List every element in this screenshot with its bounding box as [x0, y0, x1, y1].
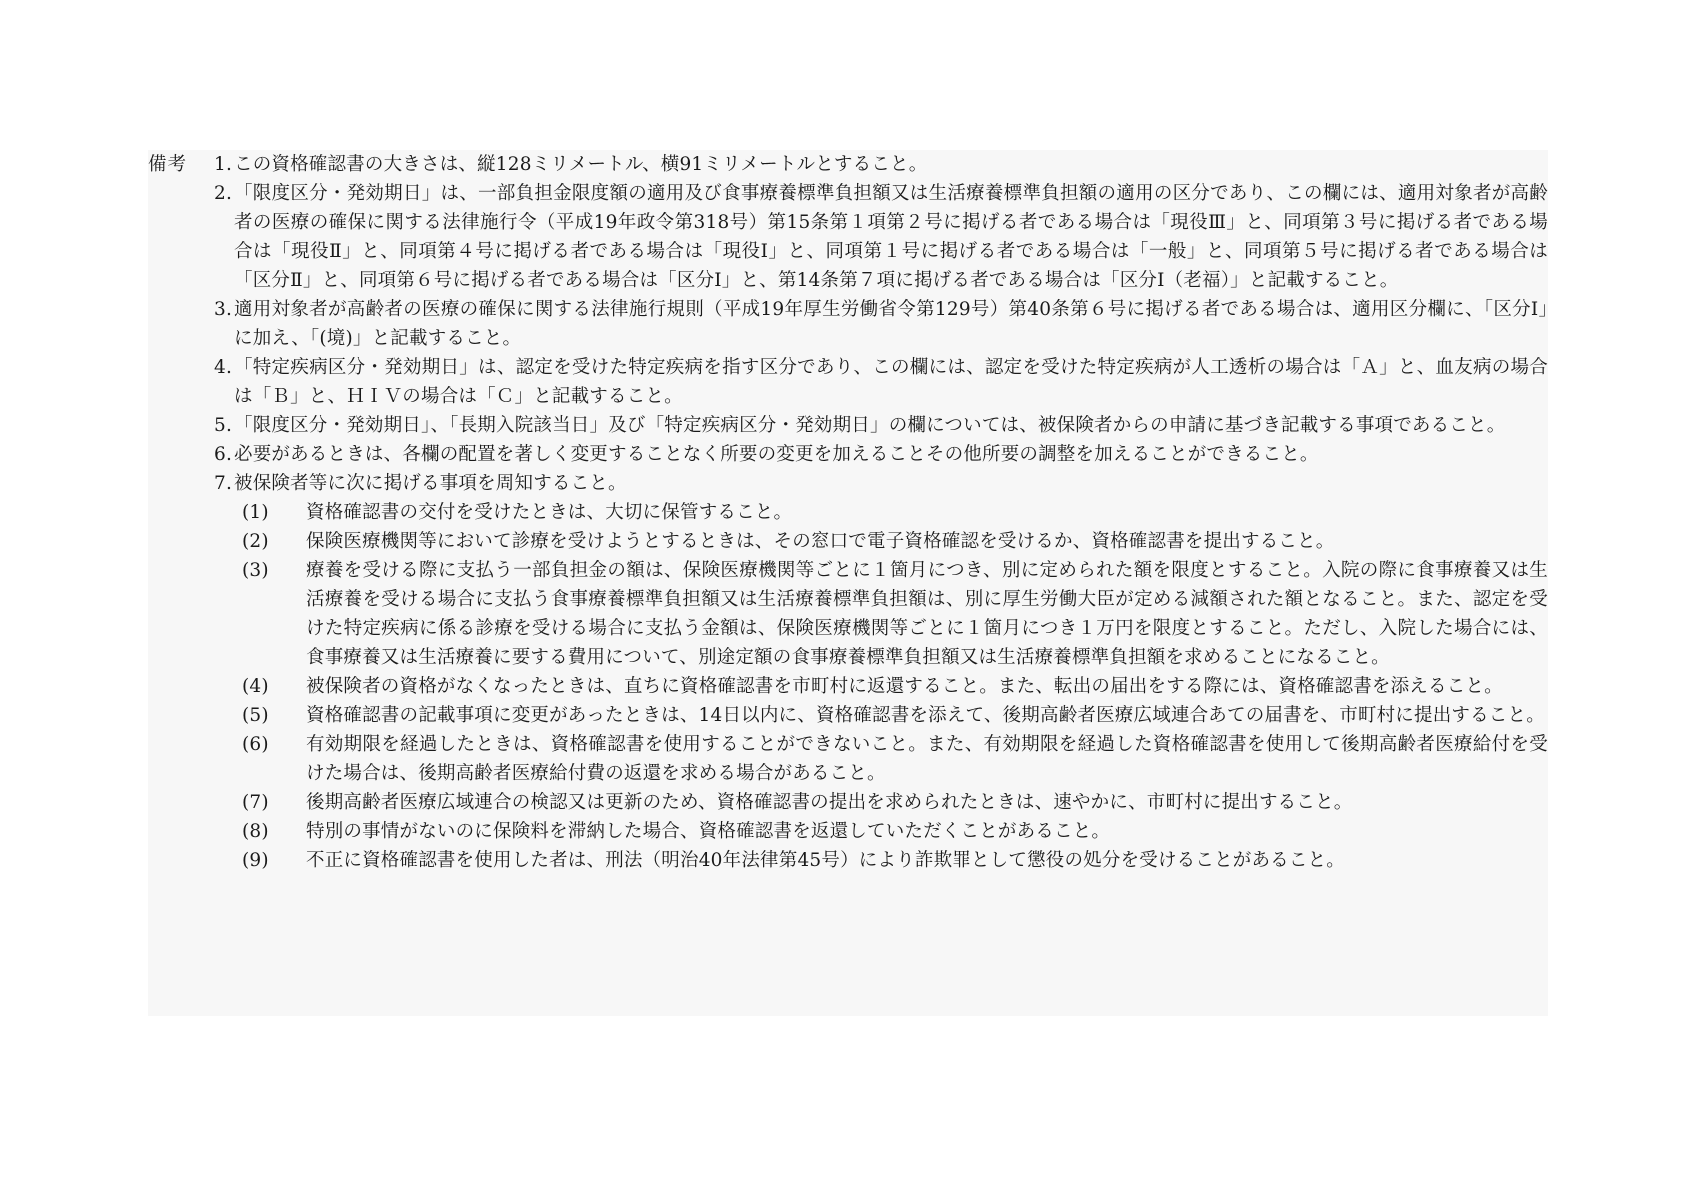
remark-number: 1.: [214, 154, 233, 175]
subitem-text: 後期高齢者医療広域連合の検認又は更新のため、資格確認書の提出を求められたときは、速やかに、市町村に提出すること。: [306, 792, 1353, 813]
subitem-text: 資格確認書の記載事項に変更があったときは、14日以内に、資格確認書を添えて、後期高齢者医療広域連合あての届書を、市町村に提出すること。: [306, 705, 1545, 726]
remark-number: 3.: [214, 299, 233, 320]
remark-number: 4.: [214, 357, 233, 378]
subitem-text: 被保険者の資格がなくなったときは、直ちに資格確認書を市町村に返還すること。また、転出の届出をする際には、資格確認書を添えること。: [306, 676, 1503, 697]
subitem-number: (4): [242, 676, 269, 697]
subitem-number: (7): [242, 792, 269, 813]
remark-number: 6.: [214, 444, 233, 465]
subitem-text: 有効期限を経過したときは、資格確認書を使用することができないこと。また、有効期限を経過した資格確認書を使用して後期高齢者医療給付を受けた場合は、後期高齢者医療給付費の返還を求める場合があること。: [306, 734, 1548, 784]
subitem-number: (8): [242, 821, 269, 842]
remark-item-2: [214, 179, 1548, 295]
remark-subitem-8: [242, 817, 1548, 846]
subitem-number: (5): [242, 705, 269, 726]
remark-number: 5.: [214, 415, 233, 436]
remarks-document: [148, 150, 1548, 1016]
remark-item-1: [214, 150, 1548, 179]
remark-text: 「限度区分・発効期日」、「長期入院該当日」及び「特定疾病区分・発効期日」の欄については、被保険者からの申請に基づき記載する事項であること。: [234, 415, 1506, 436]
subitem-text: 資格確認書の交付を受けたときは、大切に保管すること。: [306, 502, 793, 523]
remark-subitem-7: [242, 788, 1548, 817]
remarks-heading: 備考: [148, 154, 188, 175]
remark-item-4: [214, 353, 1548, 411]
subitem-text: 療養を受ける際に支払う一部負担金の額は、保険医療機関等ごとに１箇月につき、別に定められた額を限度とすること。入院の際に食事療養又は生活療養を受ける場合に支払う食事療養標準負担額又は生活療養標準負担額は、別に厚生労働大臣が定める減額された額となること。また、認定を受けた特定疾病に係る診療を受ける場合に支払う金額は、保険医療機関等ごとに１箇月につき１万円を限度とすること。ただし、入院した場合には、食事療養又は生活療養に要する費用について、別途定額の食事療養標準負担額又は生活療養標準負担額を求めることになること。: [306, 560, 1548, 668]
remark-item-7: [214, 469, 1548, 498]
remark-number: 2.: [214, 183, 233, 204]
subitem-number: (9): [242, 850, 269, 871]
remark-text: 必要があるときは、各欄の配置を著しく変更することなく所要の変更を加えることその他所要の調整を加えることができること。: [234, 444, 1319, 465]
subitem-number: (1): [242, 502, 269, 523]
remark-subitem-list: [242, 498, 1548, 875]
subitem-number: (6): [242, 734, 269, 755]
remark-text: 被保険者等に次に掲げる事項を周知すること。: [234, 473, 627, 494]
remark-subitem-9: [242, 846, 1548, 875]
remarks-list: [214, 150, 1548, 875]
subitem-text: 保険医療機関等において診療を受けようとするときは、その窓口で電子資格確認を受けるか、資格確認書を提出すること。: [306, 531, 1335, 552]
subitem-number: (3): [242, 560, 269, 581]
remark-text: 適用対象者が高齢者の医療の確保に関する法律施行規則（平成19年厚生労働省令第129号）第40条第６号に掲げる者である場合は、適用区分欄に、「区分Ⅰ」に加え、「(境)」と記載すること。: [234, 299, 1548, 349]
remark-text: 「限度区分・発効期日」は、一部負担金限度額の適用及び食事療養標準負担額又は生活療養標準負担額の適用の区分であり、この欄には、適用対象者が高齢者の医療の確保に関する法律施行令（平成19年政令第318号）第15条第１項第２号に掲げる者である場合は「現役Ⅲ」と、同項第３号に掲げる者である場合は「現役Ⅱ」と、同項第４号に掲げる者である場合は「現役Ⅰ」と、同項第１号に掲げる者である場合は「一般」と、同項第５号に掲げる者である場合は「区分Ⅱ」と、同項第６号に掲げる者である場合は「区分Ⅰ」と、第14条第７項に掲げる者である場合は「区分Ⅰ（老福）」と記載すること。: [234, 183, 1548, 291]
remark-text: この資格確認書の大きさは、縦128ミリメートル、横91ミリメートルとすること。: [234, 154, 928, 175]
remark-subitem-6: [242, 730, 1548, 788]
remark-number: 7.: [214, 473, 233, 494]
remark-item-6: [214, 440, 1548, 469]
remark-subitem-1: [242, 498, 1548, 527]
remark-item-3: [214, 295, 1548, 353]
subitem-text: 特別の事情がないのに保険料を滞納した場合、資格確認書を返還していただくことがあること。: [306, 821, 1111, 842]
subitem-number: (2): [242, 531, 269, 552]
remark-text: 「特定疾病区分・発効期日」は、認定を受けた特定疾病を指す区分であり、この欄には、認定を受けた特定疾病が人工透析の場合は「Ａ」と、血友病の場合は「Ｂ」と、ＨＩＶの場合は「Ｃ」と記載すること。: [234, 357, 1548, 407]
subitem-text: 不正に資格確認書を使用した者は、刑法（明治40年法律第45号）により詐欺罪として懲役の処分を受けることがあること。: [306, 850, 1345, 871]
remark-subitem-2: [242, 527, 1548, 556]
remark-subitem-4: [242, 672, 1548, 701]
remark-subitem-3: [242, 556, 1548, 672]
remark-item-5: [214, 411, 1548, 440]
remark-subitem-5: [242, 701, 1548, 730]
